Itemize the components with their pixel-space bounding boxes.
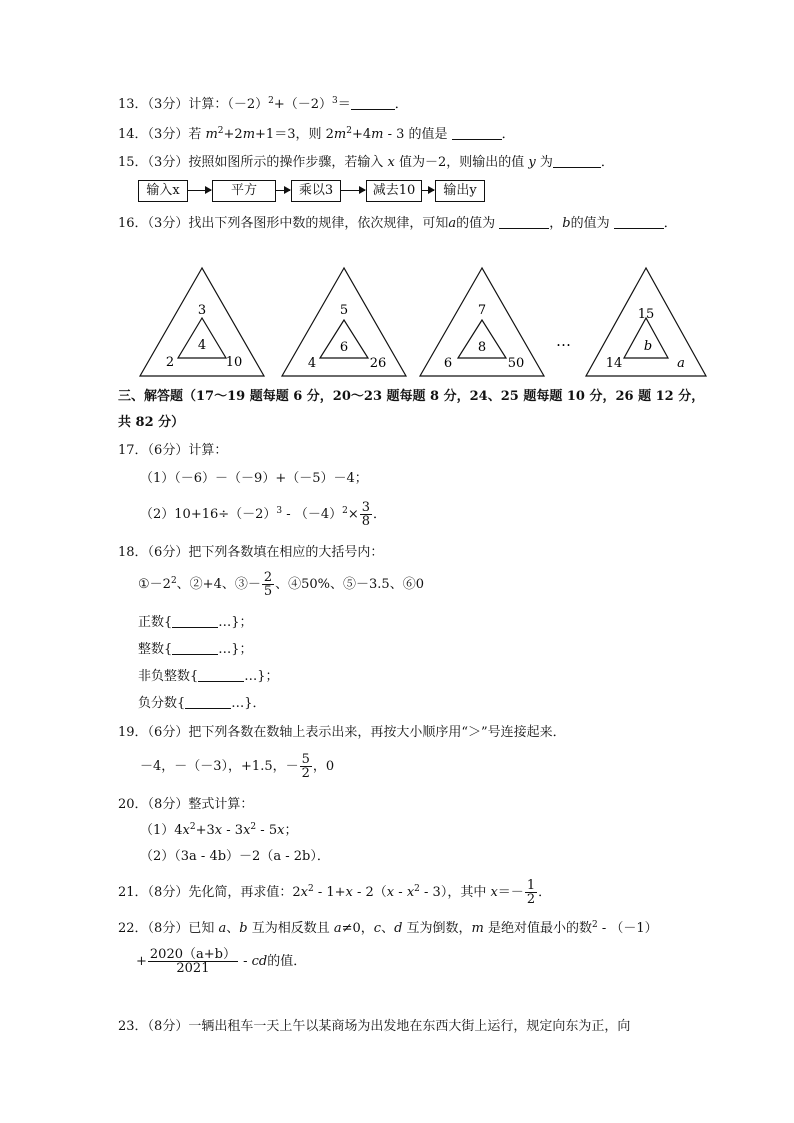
flow-step-square: 平方 [212,180,276,202]
triangle-4 [586,268,706,376]
question-14: 14．（3分）若 $m^2+2m+1=3$，则 $2m^2+4m - 3$ 的值是 ． [118,126,515,142]
question-18: 18．（6分）把下列各数填在相应的大括号内： [118,545,384,560]
answer-blank [172,614,218,628]
triangle-left-number: 4 [307,356,317,371]
answer-blank [553,154,601,168]
triangle-left-number: 2 [165,355,175,370]
triangle-right-number: 10 [225,355,243,370]
answer-blank [172,641,218,655]
triangle-right-number: 26 [369,356,387,371]
triangle-center-number: 6 [339,340,349,355]
flow-step-output: 输出y [435,180,485,202]
question-22: 22．（8分）已知 a、b 互为相反数且 a≠0，c、d 互为倒数，m 是绝对值最小的数$^2$ - （－1） [118,920,658,936]
triangle-top-number: 15 [637,307,655,322]
answer-blank [452,126,502,140]
triangle-left-number: 14 [605,356,623,371]
question-13: 13．（3分）计算：$(-2)^2+(-2)^3=$ ． [118,96,408,112]
question-20: 20．（8分）整式计算： [118,797,254,812]
question-17-part-2: $(2)10+16\div(-2)^3 - (-4)^2\times$ $\frac{3}{8}$ ． [140,500,387,529]
question-17-part-1: （1）（－6）－（－9）+（－5）－4； [140,471,368,486]
fraction: $\frac{3}{8}$ [361,500,371,529]
flow-arrow [275,190,290,191]
category-integer: 整数{ …}； [138,642,253,657]
triangle-top-number: 5 [339,303,349,318]
question-20-part-1: $(1)4x^2+3x - 3x^2 - 5x$； [140,822,298,838]
flow-step-subtract: 减去10 [366,180,422,202]
fraction: $\frac{5}{2}$ [301,752,310,781]
flow-arrow [187,190,211,191]
triangle-top-number: 3 [197,303,207,318]
fraction: $\frac{2020(a+b)}{2021}$ [149,947,236,976]
category-negative-fraction: 负分数{ …}． [138,696,266,711]
answer-blank [614,215,664,229]
operation-flowchart [138,180,498,204]
triangle-pattern-figure [0,258,794,388]
triangle-3 [420,268,544,376]
question-20-part-2: （2）（3a - 4b）－2（a - 2b）． [140,849,330,864]
question-17: 17．（6分）计算： [118,443,228,458]
answer-blank [499,215,549,229]
fraction: $\frac{1}{2}$ [526,878,536,907]
question-18-number-list: $①-2^2$、②+4、③－ $\frac{2}{5}$ 、④50%、⑤－3.5、⑥0 [138,570,424,599]
question-22-cont: + $\frac{2020(a+b)}{2021}$ - cd的值． [136,947,307,976]
triangle-right-variable: a [677,356,685,371]
question-23: 23．（8分）一辆出租车一天上午以某商场为出发地在东西大街上运行，规定向东为正，向 [118,1019,631,1034]
ellipsis: … [556,332,571,350]
flow-step-multiply: 乘以3 [291,180,341,202]
triangle-left-number: 6 [443,356,453,371]
answer-blank [198,668,244,682]
section-3-heading: 三、解答题（17～19 题每题 6 分，20～23 题每题 8 分，24、25 题每题 10 分，26 题 12 分， [118,389,705,404]
section-3-heading-cont: 共 82 分） [118,415,185,430]
triangle-2 [282,268,406,376]
category-nonnegative-integer: 非负整数{ …}； [138,669,279,684]
answer-blank [185,695,231,709]
triangle-right-number: 50 [507,356,525,371]
category-positive: 正数{ …}； [138,615,253,630]
question-16: 16．（3分）找出下列各图形中数的规律，依次规律，可知a的值为 ，b的值为 ． [118,216,677,231]
flow-arrow [340,190,365,191]
triangle-center-number: 4 [197,338,207,353]
triangle-1 [140,268,264,376]
question-19: 19．（6分）把下列各数在数轴上表示出来，再按大小顺序用“＞”号连接起来． [118,725,566,740]
flow-arrow [421,190,434,191]
triangle-top-number: 7 [477,303,487,318]
triangle-center-number: 8 [477,340,487,355]
question-21: 21．（8分）先化简，再求值：$2x^2 - 1+x - 2(x - x^2 - 3)$，其中 x＝－ $\frac{1}{2}$ ． [118,878,552,907]
question-15: 15．（3分）按照如图所示的操作步骤，若输入 x 值为－2，则输出的值 y 为 ． [118,155,614,170]
fraction: $\frac{2}{5}$ [263,570,273,599]
question-19-number-list: －4，－（－3），+1.5，－ $\frac{5}{2}$ ，0 [140,752,335,781]
answer-blank [351,96,395,110]
triangle-center-variable: b [643,339,653,354]
flow-step-input: 输入x [138,180,188,202]
